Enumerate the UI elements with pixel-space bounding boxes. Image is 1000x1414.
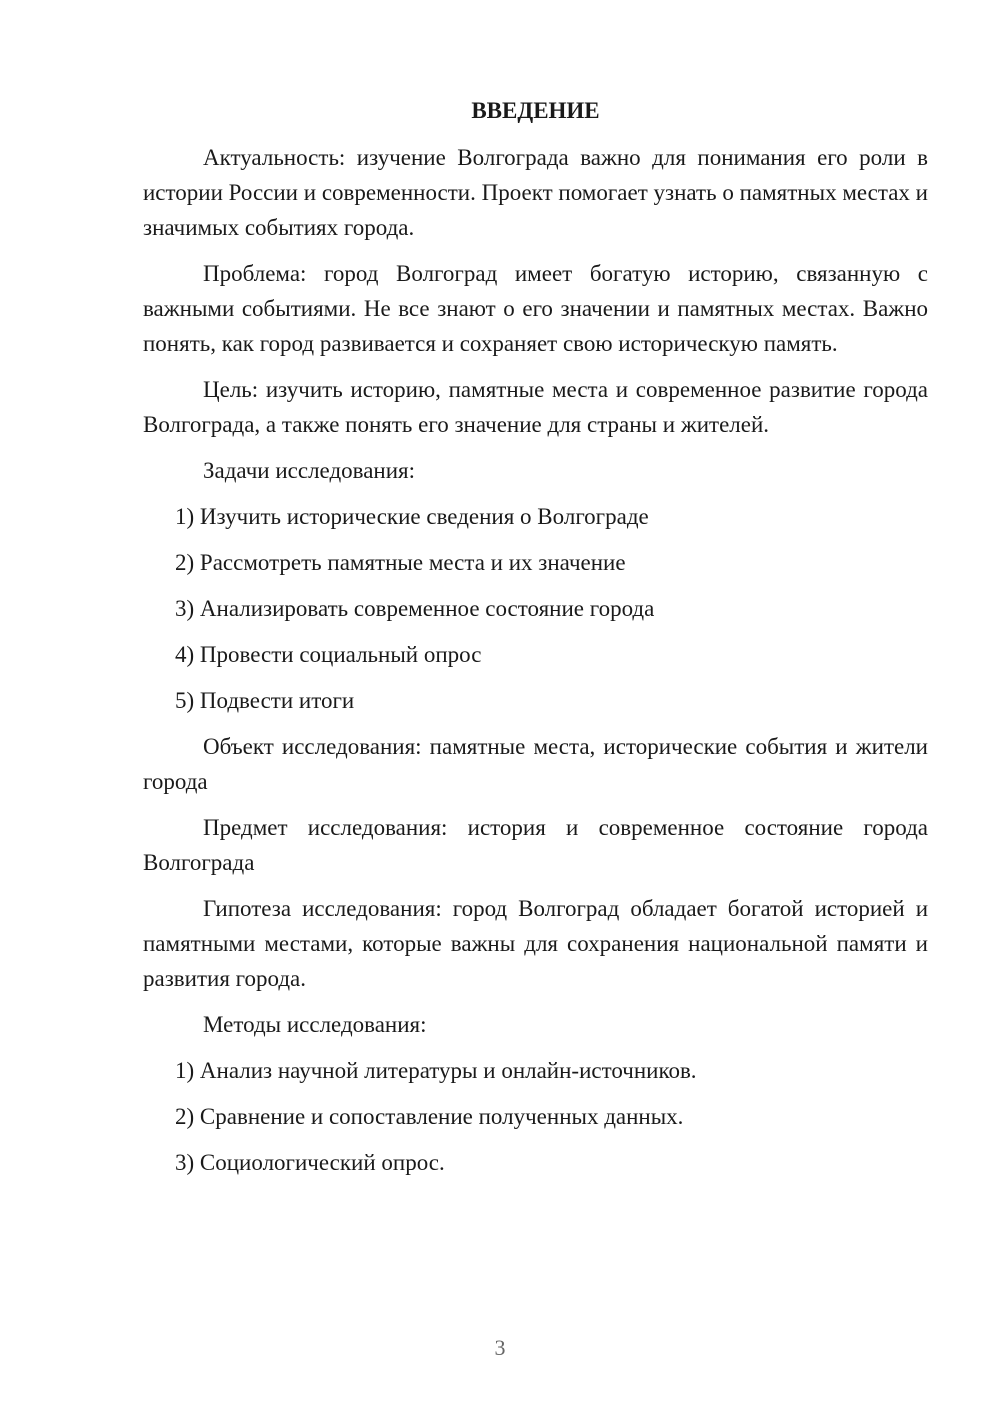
tasks-heading: Задачи исследования:	[203, 458, 416, 483]
method-item: 2) Сравнение и сопоставление полученных данных.	[175, 1104, 684, 1129]
methods-heading: Методы исследования:	[203, 1012, 427, 1037]
section-heading: ВВЕДЕНИЕ	[471, 98, 600, 123]
relevance-paragraph: Актуальность: изучение Волгограда важно для понимания его роли в истории России и современности. Проект помогает узнать о памятных местах и значимых событиях города.	[143, 145, 928, 240]
hypothesis-paragraph: Гипотеза исследования: город Волгоград обладает богатой историей и памятными местами, которые важны для сохранения национальной памяти и развития города.	[143, 896, 928, 991]
problem-paragraph: Проблема: город Волгоград имеет богатую историю, связанную с важными событиями. Не все знают о его значении и памятных местах. Важно понять, как город развивается и сохраняет свою историческую память.	[143, 261, 928, 356]
task-item: 3) Анализировать современное состояние города	[175, 596, 655, 621]
task-item: 2) Рассмотреть памятные места и их значение	[175, 550, 626, 575]
method-item: 1) Анализ научной литературы и онлайн-источников.	[175, 1058, 697, 1083]
task-item: 4) Провести социальный опрос	[175, 642, 482, 667]
object-paragraph: Объект исследования: памятные места, исторические события и жители города	[143, 734, 928, 794]
goal-paragraph: Цель: изучить историю, памятные места и современное развитие города Волгограда, а также понять его значение для страны и жителей.	[143, 377, 928, 437]
task-item: 1) Изучить исторические сведения о Волгограде	[175, 504, 649, 529]
page-content	[143, 93, 928, 1191]
page-number: 3	[494, 1335, 506, 1360]
subject-paragraph: Предмет исследования: история и современное состояние города Волгограда	[143, 815, 928, 875]
method-item: 3) Социологический опрос.	[175, 1150, 445, 1175]
task-item: 5) Подвести итоги	[175, 688, 355, 713]
